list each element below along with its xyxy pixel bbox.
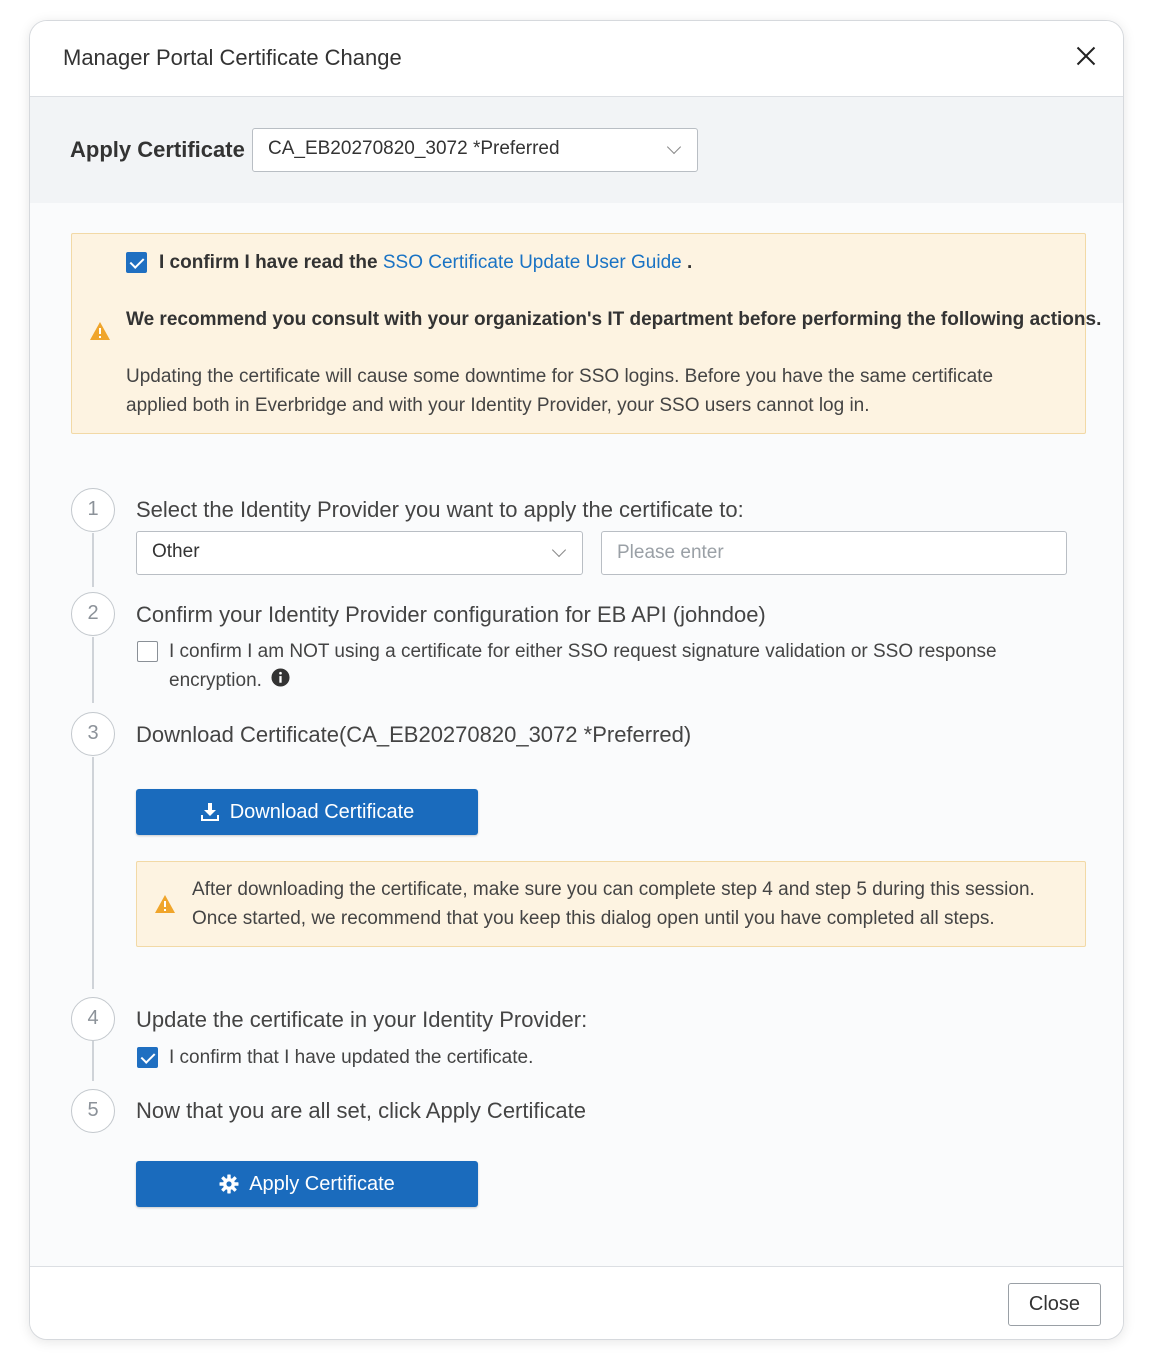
guide-confirm-suffix: .: [687, 252, 693, 273]
notice-detail-line1: Updating the certificate will cause some downtime for SSO logins. Before you have the same certificate: [126, 366, 994, 387]
step-number-4: 4: [71, 997, 115, 1041]
close-button[interactable]: Close: [1008, 1283, 1101, 1326]
identity-provider-input[interactable]: [601, 531, 1067, 575]
step-number-2: 2: [71, 592, 115, 636]
warning-icon: [154, 894, 176, 914]
gear-icon: [219, 1174, 239, 1194]
step-number-3: 3: [71, 712, 115, 756]
dialog-content: [30, 203, 1123, 1266]
step-4-title: Update the certificate in your Identity Provider:: [136, 1007, 588, 1032]
apply-certificate-label: Apply Certificate: [70, 137, 245, 162]
warning-icon: [89, 321, 111, 341]
download-warning-line1: After downloading the certificate, make sure you can complete step 4 and step 5 during this session.: [192, 879, 1035, 900]
dialog-header: [30, 21, 1123, 97]
chevron-down-icon: [552, 543, 566, 557]
apply-certificate-label: Apply Certificate: [249, 1172, 395, 1195]
apply-certificate-button[interactable]: [136, 1161, 478, 1207]
identity-provider-value: Other: [152, 541, 200, 562]
step-5-title: Now that you are all set, click Apply Certificate: [136, 1098, 586, 1123]
step-1-title: Select the Identity Provider you want to apply the certificate to:: [136, 497, 744, 522]
certificate-select[interactable]: [252, 128, 698, 172]
certificate-change-dialog: [29, 20, 1124, 1340]
recommendation-text: We recommend you consult with your organization's IT department before performing the following actions.: [126, 309, 1102, 330]
step-3-title: Download Certificate(CA_EB20270820_3072 *Preferred): [136, 722, 692, 747]
step-connector: [92, 533, 94, 587]
step-number-5: 5: [71, 1089, 115, 1133]
identity-provider-select[interactable]: [136, 531, 583, 575]
step-2-title: Confirm your Identity Provider configuration for EB API (johndoe): [136, 602, 766, 627]
download-icon: [200, 802, 220, 822]
step-2-checkbox-line2: encryption.: [169, 670, 262, 691]
apply-certificate-bar: [30, 97, 1123, 203]
step-number-1: 1: [71, 488, 115, 532]
close-icon[interactable]: [1073, 43, 1099, 69]
step-connector: [92, 1041, 94, 1081]
guide-confirm-prefix: I confirm I have read the: [159, 252, 378, 273]
updated-cert-checkbox[interactable]: [137, 1047, 158, 1068]
download-warning-line2: Once started, we recommend that you keep this dialog open until you have completed all steps.: [192, 908, 995, 929]
download-certificate-label: Download Certificate: [229, 800, 415, 823]
download-warning-notice: [136, 861, 1086, 947]
certificate-select-value: CA_EB20270820_3072 *Preferred: [268, 138, 560, 159]
info-icon[interactable]: [271, 668, 290, 687]
dialog-title: Manager Portal Certificate Change: [63, 45, 402, 70]
chevron-down-icon: [667, 140, 681, 154]
sso-warning-notice: [71, 233, 1102, 434]
dialog-footer: [30, 1266, 1123, 1340]
download-certificate-button[interactable]: [136, 789, 478, 835]
step-connector: [92, 637, 94, 703]
step-connector: [92, 757, 94, 989]
guide-link[interactable]: SSO Certificate Update User Guide: [382, 252, 682, 273]
step-2-checkbox-line1: I confirm I am NOT using a certificate for either SSO request signature validation or SSO response: [169, 641, 997, 662]
guide-confirm-checkbox[interactable]: [126, 252, 147, 273]
not-using-cert-checkbox[interactable]: [137, 641, 158, 662]
notice-detail-line2: applied both in Everbridge and with your Identity Provider, your SSO users cannot log in.: [126, 395, 870, 416]
step-4-checkbox-label: I confirm that I have updated the certificate.: [169, 1047, 534, 1068]
